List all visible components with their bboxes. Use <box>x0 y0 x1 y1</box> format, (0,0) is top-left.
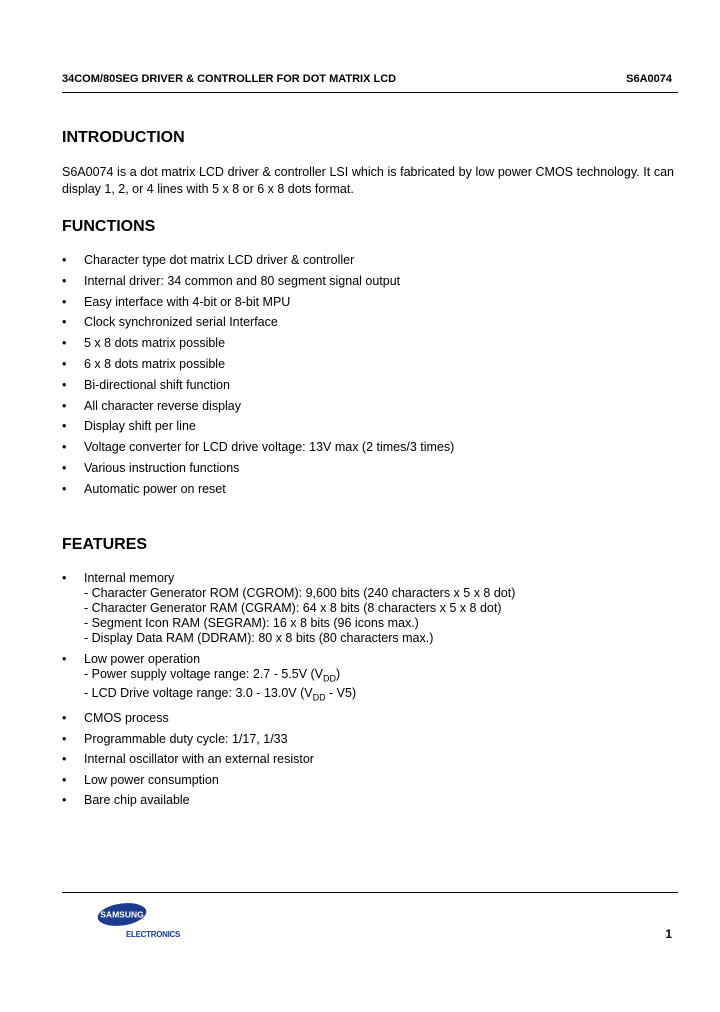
svg-text:SAMSUNG: SAMSUNG <box>100 909 144 920</box>
functions-list <box>62 253 674 503</box>
sub-item: - Character Generator ROM (CGROM): 9,600 bits (240 characters x 5 x 8 dot) <box>84 586 516 600</box>
document-header-title: 34COM/80SEG DRIVER & CONTROLLER FOR DOT MATRIX LCD <box>62 73 397 85</box>
list-item: • 5 x 8 dots matrix possible <box>62 336 674 357</box>
footer-divider <box>62 892 678 893</box>
internal-memory-label: Internal memory <box>84 571 175 585</box>
list-item: • Low power consumption <box>62 773 674 788</box>
list-item: • Bi-directional shift function <box>62 378 674 399</box>
power-supply-range: - Power supply voltage range: 2.7 - 5.5V $(V_{DD})$ <box>84 666 341 683</box>
sub-item: - Display Data RAM (DDRAM): 80 x 8 bits (80 characters max.) <box>84 631 434 645</box>
list-item: • Programmable duty cycle: 1/17, 1/33 <box>62 732 674 747</box>
list-item: • CMOS process <box>62 711 674 726</box>
low-power-label: Low power operation <box>84 651 201 666</box>
lcd-drive-range: - LCD Drive voltage range: 3.0 - 13.0V $(V_{DD} - V5)$ <box>84 686 357 703</box>
electronics-wordmark: ELECTRONICS <box>126 930 181 939</box>
sub-item: - Character Generator RAM (CGRAM): 64 x 8 bits (8 characters x 5 x 8 dot) <box>84 601 502 615</box>
list-item: • Display shift per line <box>62 419 674 440</box>
list-item: • Internal oscillator with an external resistor <box>62 752 674 767</box>
features-list <box>62 571 674 814</box>
list-item: • Automatic power on reset <box>62 482 674 503</box>
functions-heading: FUNCTIONS <box>62 218 156 235</box>
list-item: • Clock synchronized serial Interface <box>62 315 674 336</box>
list-item: • Easy interface with 4-bit or 8-bit MPU <box>62 295 674 316</box>
sub-item: - Segment Icon RAM (SEGRAM): 16 x 8 bits (96 icons max.) <box>84 616 419 630</box>
list-item: • Bare chip available <box>62 793 674 808</box>
list-item: • All character reverse display <box>62 399 674 420</box>
list-item: • Various instruction functions <box>62 461 674 482</box>
introduction-heading: INTRODUCTION <box>62 129 185 146</box>
list-item <box>62 571 674 646</box>
list-item: • 6 x 8 dots matrix possible <box>62 357 674 378</box>
list-item: • Character type dot matrix LCD driver & controller <box>62 253 674 274</box>
list-item <box>62 652 674 706</box>
features-heading: FEATURES <box>62 536 148 553</box>
part-number: S6A0074 <box>626 73 672 85</box>
samsung-logo <box>97 902 147 927</box>
introduction-text: S6A0074 is a dot matrix LCD driver & controller LSI which is fabricated by low power CMOS technology. It can display 1, 2, or 4 lines with 5 x 8 or 6 x 8 dots format. <box>62 165 674 196</box>
page-number: 1 <box>665 927 672 941</box>
list-item: • Voltage converter for LCD drive voltage: 13V max (2 times/3 times) <box>62 440 674 461</box>
header-divider <box>62 92 678 93</box>
list-item: • Internal driver: 34 common and 80 segment signal output <box>62 274 674 295</box>
